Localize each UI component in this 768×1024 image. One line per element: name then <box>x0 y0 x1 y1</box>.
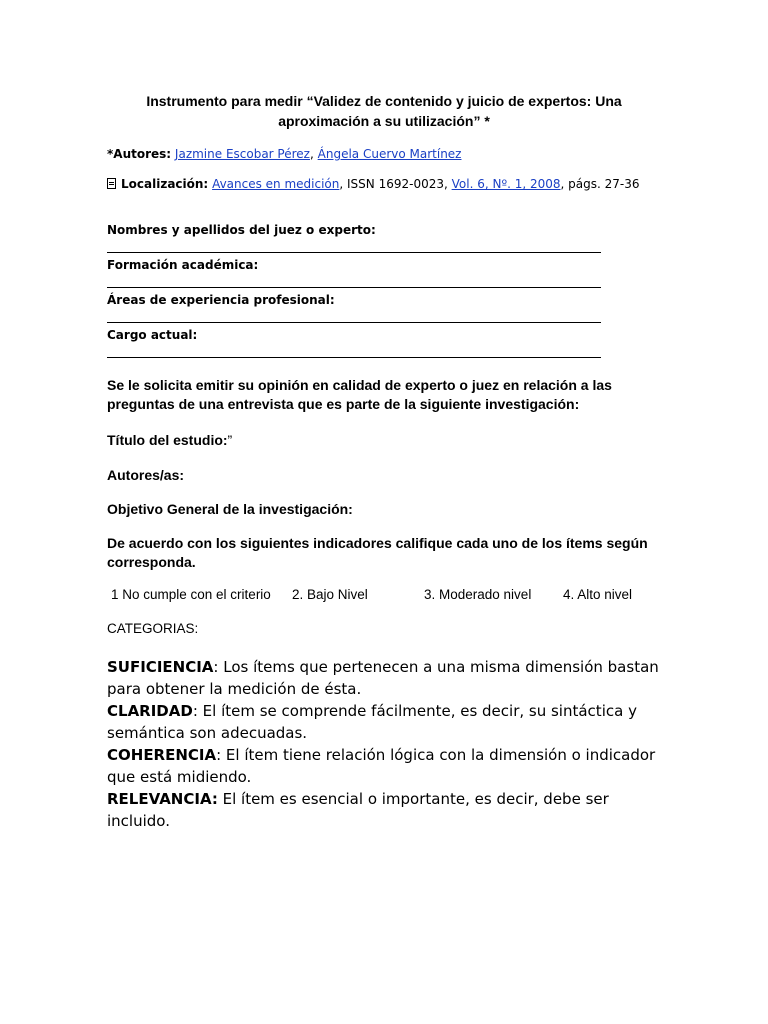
authors-separator: , <box>309 147 314 161</box>
scale-item-4: 4. Alto nivel <box>563 587 633 602</box>
category-text: : El ítem se comprende fácilmente, es decir, su sintáctica y semántica son adecuadas. <box>107 702 637 742</box>
instruction-paragraph: De acuerdo con los siguientes indicadores califique cada uno de los ítems según corresponda. <box>107 535 648 570</box>
category-relevancia <box>107 788 667 832</box>
issn-text: , ISSN 1692-0023, <box>339 177 452 191</box>
category-name: SUFICIENCIA <box>107 658 214 676</box>
field-label-name: Nombres y apellidos del juez o experto: <box>107 223 376 237</box>
field-line-position[interactable] <box>107 357 601 358</box>
title-line-1: Instrumento para medir “Validez de contenido y juicio de expertos: Una <box>146 93 622 109</box>
document-title <box>100 91 668 131</box>
category-text: : Los ítems que pertenecen a una misma dimensión bastan para obtener la medición de ésta. <box>107 658 659 698</box>
scale-item-3: 3. Moderado nivel <box>424 587 532 602</box>
categories-heading: CATEGORIAS: <box>107 621 199 636</box>
category-definitions <box>107 656 667 832</box>
field-label-education: Formación académica: <box>107 258 259 272</box>
document-icon <box>107 178 116 189</box>
journal-link[interactable]: Avances en medición <box>212 177 340 191</box>
request-paragraph: Se le solicita emitir su opinión en calidad de experto o juez en relación a las preguntas de una entrevista que es parte de la siguiente investigación: <box>107 377 612 412</box>
volume-link[interactable]: Vol. 6, Nº. 1, 2008 <box>451 177 561 191</box>
category-name: CLARIDAD <box>107 702 193 720</box>
location-line <box>107 176 640 192</box>
study-title-label: Título del estudio: <box>107 432 228 448</box>
category-name: COHERENCIA <box>107 746 217 764</box>
field-label-experience: Áreas de experiencia profesional: <box>107 293 335 307</box>
authors-field-label: Autores/as: <box>107 467 185 483</box>
title-line-2: aproximación a su utilización” * <box>278 113 490 129</box>
authors-label: *Autores: <box>107 147 172 161</box>
category-text: : El ítem tiene relación lógica con la dimensión o indicador que está midiendo. <box>107 746 656 786</box>
field-label-position: Cargo actual: <box>107 328 198 342</box>
category-claridad <box>107 700 667 744</box>
scale-item-1: 1 No cumple con el criterio <box>111 587 271 602</box>
author-link-1[interactable]: Jazmine Escobar Pérez <box>174 147 310 161</box>
scale-item-2: 2. Bajo Nivel <box>292 587 368 602</box>
study-title-line <box>107 431 667 450</box>
location-label: Localización: <box>121 177 209 191</box>
category-text: El ítem es esencial o importante, es decir, debe ser incluido. <box>107 790 609 830</box>
authors-line <box>107 146 461 162</box>
field-line-education[interactable] <box>107 287 601 288</box>
field-line-experience[interactable] <box>107 322 601 323</box>
field-line-name[interactable] <box>107 252 601 253</box>
study-title-value: ” <box>227 432 233 448</box>
objective-label: Objetivo General de la investigación: <box>107 501 353 517</box>
category-coherencia <box>107 744 667 788</box>
author-link-2[interactable]: Ángela Cuervo Martínez <box>317 147 462 161</box>
pages-text: , págs. 27-36 <box>560 177 640 191</box>
category-name: RELEVANCIA: <box>107 790 218 808</box>
category-suficiencia <box>107 656 667 700</box>
